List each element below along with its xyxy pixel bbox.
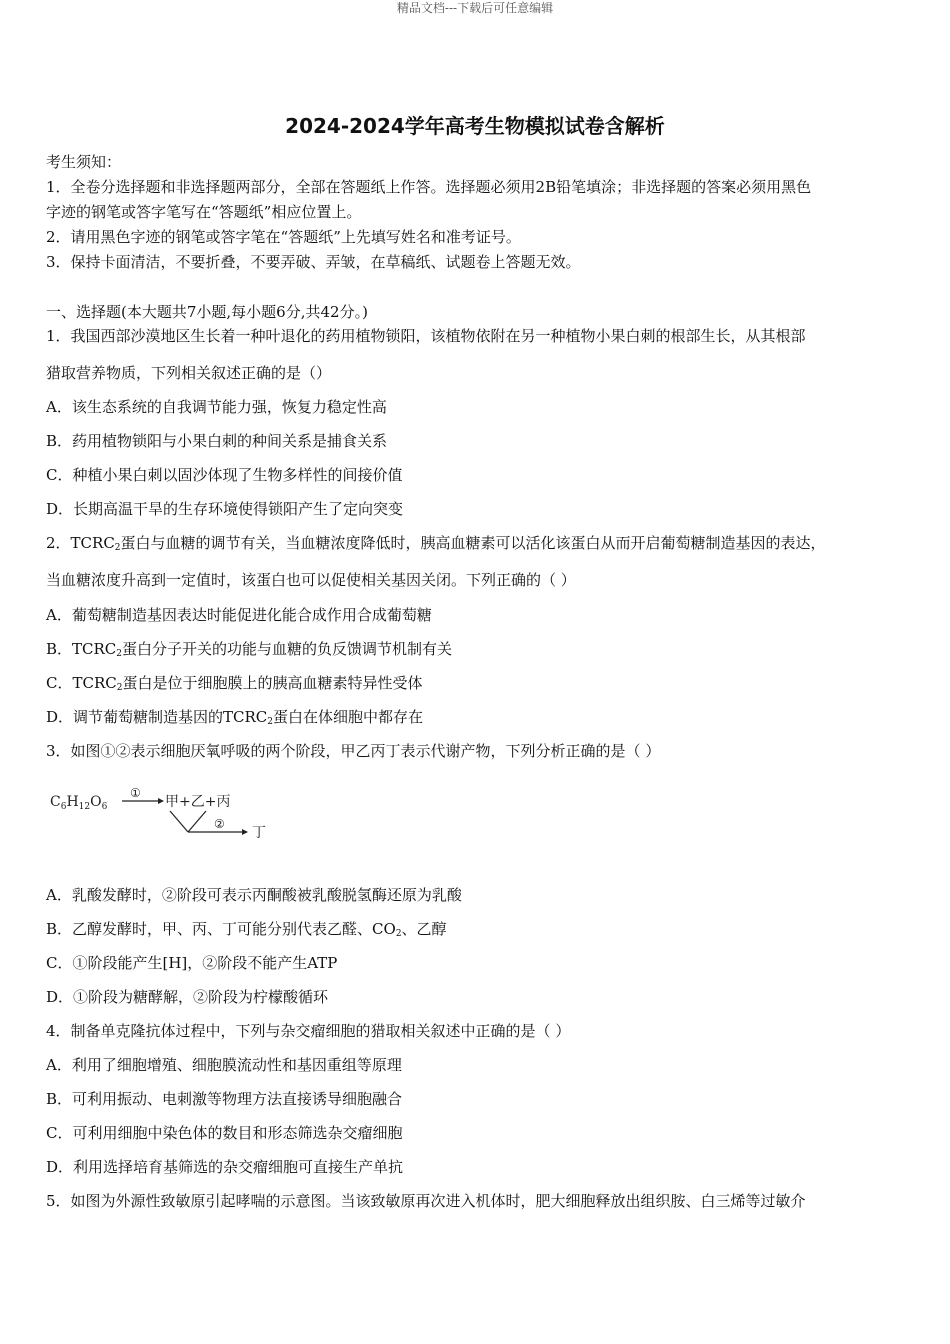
q1-stem: 猎取营养物质，下列相关叙述正确的是（） [46,364,332,382]
q4-option-b: B．可利用振动、电刺激等物理方法直接诱导细胞融合 [46,1090,403,1108]
q2-option-c-post: 蛋白是位于细胞膜上的胰高血糖素特异性受体 [122,674,423,692]
notice-item: 1．全卷分选择题和非选择题两部分，全部在答题纸上作答。选择题必须用2B铅笔填涂；非选择题的答案必须用黑色 [46,178,812,196]
q1-option-b: B．药用植物锁阳与小果白刺的种间关系是捕食关系 [46,432,388,450]
q2-stem: 当血糖浓度升高到一定值时，该蛋白也可以促使相关基因关闭。下列正确的（ ） [46,571,576,589]
stage-1-label: ① [130,786,141,800]
q4-option-d: D．利用选择培育基筛选的杂交瘤细胞可直接生产单抗 [46,1158,404,1176]
q5-stem: 5．如图为外源性致敏原引起哮喘的示意图。当该致敏原再次进入机体时，肥大细胞释放出组织胺、白三烯等过敏介 [46,1192,806,1210]
page-title: 2024-2024学年高考生物模拟试卷含解析 [285,114,665,138]
subscript: 2 [267,717,274,727]
subscript: 2 [114,543,121,553]
branch-line-right [188,811,206,832]
subscript: 2 [395,929,402,939]
q3-option-b [46,918,912,945]
q3-option-b-pre: B．乙醇发酵时，甲、丙、丁可能分别代表乙醛、CO [46,920,396,938]
q2-option-b-post: 蛋白分子开关的功能与血糖的负反馈调节机制有关 [122,640,453,658]
q3-option-b-post: 、乙醇 [401,920,447,938]
arrowhead [158,798,164,804]
q3-stem: 3．如图①②表示细胞厌氧呼吸的两个阶段，甲乙丙丁表示代谢产物，下列分析正确的是（ ） [46,742,661,760]
q3-option-d: D．①阶段为糖酵解，②阶段为柠檬酸循环 [46,988,329,1006]
q4-option-a: A．利用了细胞增殖、细胞膜流动性和基因重组等原理 [46,1056,402,1074]
q2-option-a: A．葡萄糖制造基因表达时能促进化能合成作用合成葡萄糖 [46,606,432,624]
products-stage-1: 甲+乙+丙 [165,794,231,810]
branch-line-left [170,811,188,832]
q2-option-c [46,672,912,699]
notice-item: 字迹的钢笔或答字笔写在“答题纸”相应位置上。 [46,203,362,221]
q3-option-a: A．乳酸发酵时，②阶段可表示丙酮酸被乳酸脱氢酶还原为乳酸 [46,886,462,904]
subscript: 2 [116,683,123,693]
section-heading: 一、选择题(本大题共7小题,每小题6分,共42分。) [46,303,368,321]
q2-option-d-post: 蛋白在体细胞中都存在 [273,708,424,726]
q2-stem-pre: 2．TCRC [46,534,115,552]
respiration-diagram [50,785,280,845]
subscript: 2 [116,649,123,659]
q2-option-d [46,706,912,733]
q1-option-d: D．长期高温干旱的生存环境使得锁阳产生了定向突变 [46,500,404,518]
product-stage-2: 丁 [252,825,266,841]
q2-stem-post: 蛋白与血糖的调节有关，当血糖浓度降低时，胰高血糖素可以活化该蛋白从而开启葡萄糖制造基因的表达， [120,534,826,552]
q2-option-b-pre: B．TCRC [46,640,117,658]
q1-option-c: C．种植小果白刺以固沙体现了生物多样性的间接价值 [46,466,403,484]
reactant-formula: $C_6H_{12}O_6$ [50,794,108,812]
q4-option-c: C．可利用细胞中染色体的数目和形态筛选杂交瘤细胞 [46,1124,403,1142]
q2-stem [46,532,912,559]
q2-option-b [46,638,912,665]
q3-option-c: C．①阶段能产生[H]，②阶段不能产生ATP [46,954,338,972]
arrowhead [242,829,248,835]
notice-heading: 考生须知： [46,153,122,171]
header-note: 精品文档---下载后可任意编辑 [396,1,554,15]
q2-option-c-pre: C．TCRC [46,674,117,692]
q1-option-a: A．该生态系统的自我调节能力强，恢复力稳定性高 [46,398,387,416]
q1-stem: 1．我国西部沙漠地区生长着一种叶退化的药用植物锁阳，该植物依附在另一种植物小果白刺的根部生长，从其根部 [46,327,806,345]
q4-stem: 4．制备单克隆抗体过程中，下列与杂交瘤细胞的猎取相关叙述中正确的是（ ） [46,1022,571,1040]
stage-2-label: ② [214,817,225,831]
notice-item: 3．保持卡面清洁，不要折叠，不要弄破、弄皱，在草稿纸、试题卷上答题无效。 [46,253,581,271]
notice-item: 2．请用黑色字迹的钢笔或答字笔在“答题纸”上先填写姓名和准考证号。 [46,228,521,246]
q2-option-d-pre: D．调节葡萄糖制造基因的TCRC [46,708,268,726]
